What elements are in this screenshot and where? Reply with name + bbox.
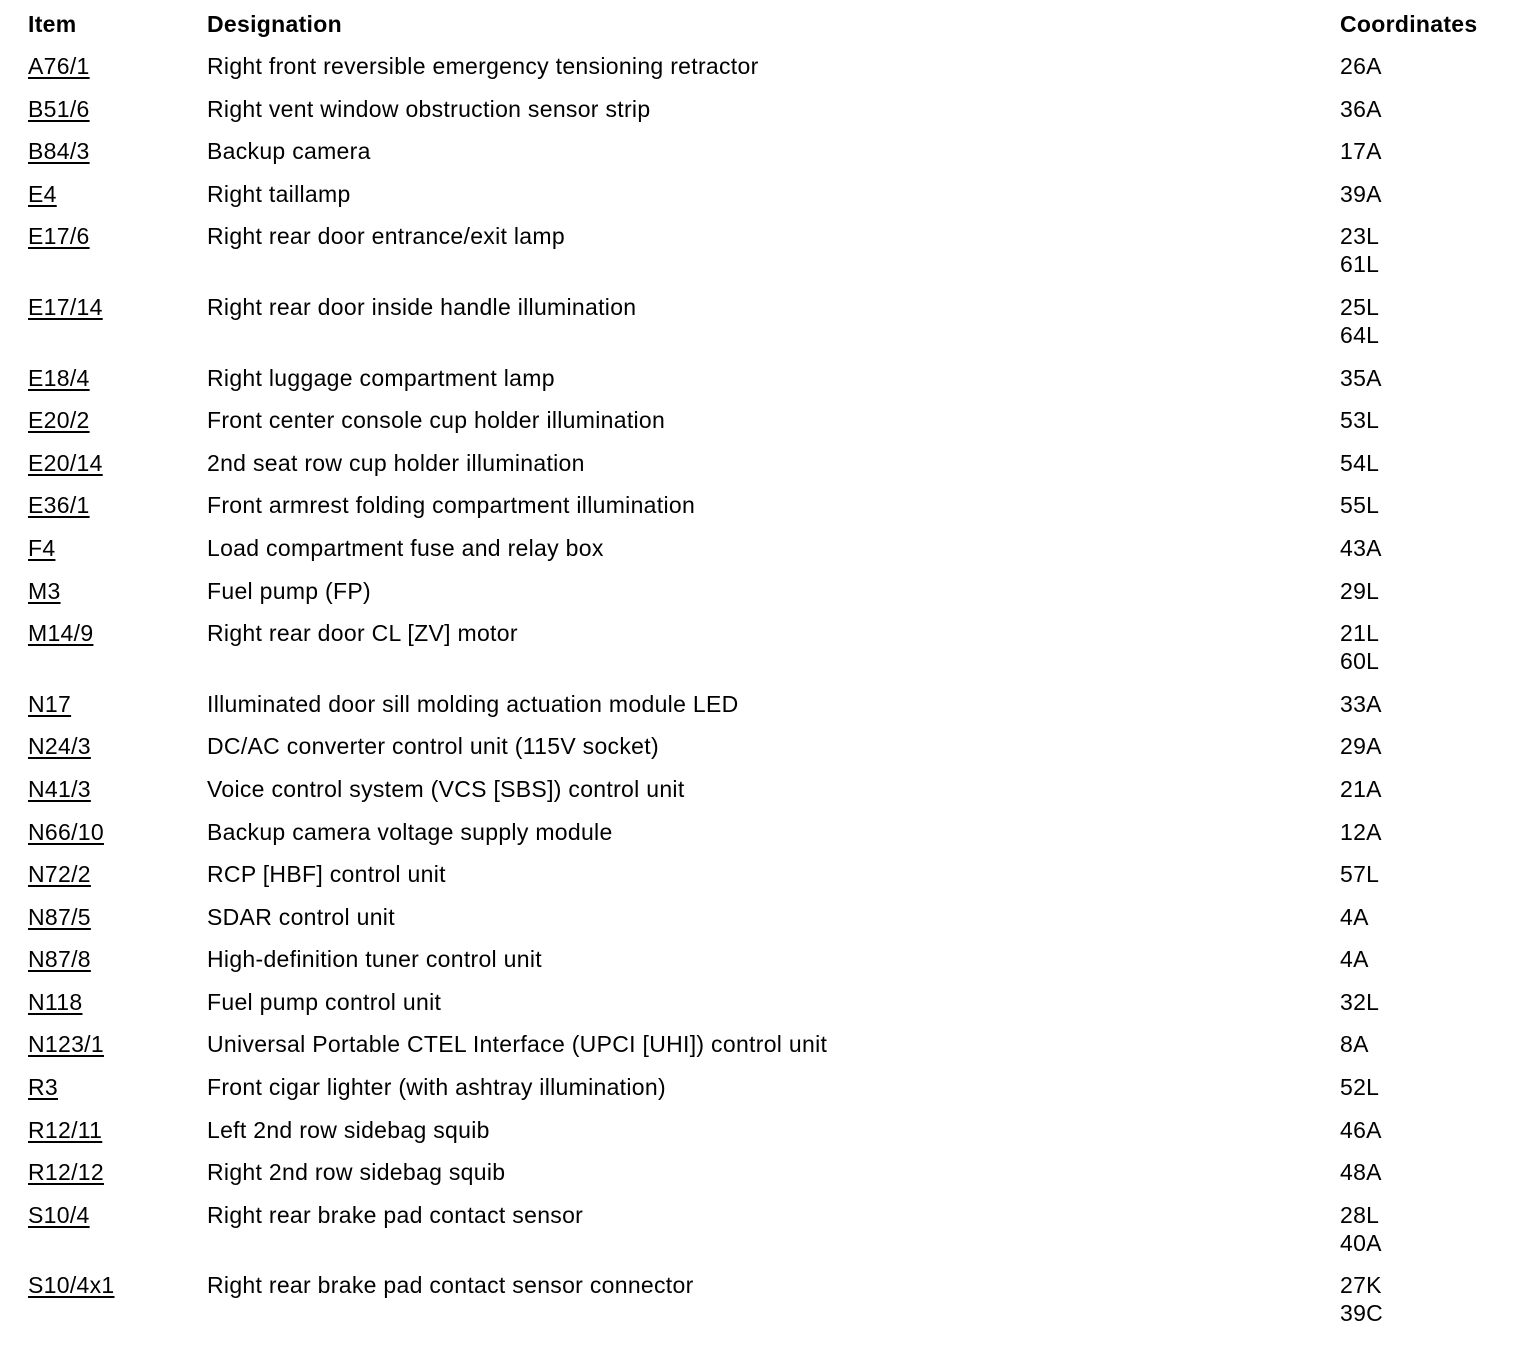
item-link[interactable]: E17/14 xyxy=(28,293,103,320)
coordinate-value: 36A xyxy=(1340,95,1382,122)
item-link[interactable]: M3 xyxy=(28,577,61,604)
item-link[interactable]: E4 xyxy=(28,180,57,207)
designation-text: RCP [HBF] control unit xyxy=(207,861,446,888)
coordinates-cell xyxy=(1340,1030,1369,1058)
designation-text: Backup camera voltage supply module xyxy=(207,818,613,845)
table-row xyxy=(0,137,1520,180)
header-item: Item xyxy=(28,11,77,37)
table-row xyxy=(0,690,1520,733)
item-link[interactable]: E20/2 xyxy=(28,407,90,434)
designation-text: SDAR control unit xyxy=(207,903,395,930)
designation-text: Universal Portable CTEL Interface (UPCI [UHI]) control unit xyxy=(207,1031,828,1058)
coordinates-cell xyxy=(1340,137,1382,165)
table-row xyxy=(0,1116,1520,1159)
coordinate-value: 39C xyxy=(1340,1300,1384,1327)
table-row xyxy=(0,1271,1520,1342)
coordinate-value: 32L xyxy=(1340,988,1380,1015)
item-link[interactable]: N118 xyxy=(28,988,83,1015)
designation-text: Right rear door inside handle illumination xyxy=(207,293,637,320)
table-row xyxy=(0,818,1520,861)
coordinates-cell xyxy=(1340,534,1382,562)
coordinates-cell xyxy=(1340,818,1382,846)
table-row xyxy=(0,945,1520,988)
coordinate-value: 23L xyxy=(1340,223,1380,250)
coordinates-cell xyxy=(1340,364,1382,392)
item-link[interactable]: E20/14 xyxy=(28,449,103,476)
coordinates-cell xyxy=(1340,449,1379,477)
coordinates-cell xyxy=(1340,222,1379,278)
designation-text: Right rear door CL [ZV] motor xyxy=(207,620,518,647)
table-header xyxy=(0,11,1520,43)
coordinates-cell xyxy=(1340,1271,1383,1327)
coordinate-value: 4A xyxy=(1340,903,1369,930)
designation-text: Right vent window obstruction sensor strip xyxy=(207,95,651,122)
table-row xyxy=(0,449,1520,492)
item-link[interactable]: R3 xyxy=(28,1074,59,1101)
table-row xyxy=(0,775,1520,818)
designation-text: DC/AC converter control unit (115V socket) xyxy=(207,733,659,760)
coordinates-cell xyxy=(1340,52,1382,80)
coordinate-value: 57L xyxy=(1340,861,1380,888)
item-link[interactable]: A76/1 xyxy=(28,53,90,79)
item-link[interactable]: N123/1 xyxy=(28,1031,104,1058)
coordinate-value: 25L xyxy=(1340,293,1380,320)
coordinate-value: 53L xyxy=(1340,407,1380,434)
item-link[interactable]: B51/6 xyxy=(28,95,90,122)
item-link[interactable]: E36/1 xyxy=(28,492,90,519)
designation-text: Load compartment fuse and relay box xyxy=(207,534,604,561)
coordinate-value: 55L xyxy=(1340,492,1380,519)
coordinate-value: 39A xyxy=(1340,180,1382,207)
header-designation: Designation xyxy=(207,11,342,37)
coordinates-cell xyxy=(1340,860,1379,888)
item-link[interactable]: N17 xyxy=(28,690,72,717)
table-row xyxy=(0,1030,1520,1073)
table-row xyxy=(0,1158,1520,1201)
table-row xyxy=(0,903,1520,946)
table-row xyxy=(0,1073,1520,1116)
coordinate-value: 17A xyxy=(1340,138,1382,165)
designation-text: High-definition tuner control unit xyxy=(207,946,542,973)
coordinate-value: 4A xyxy=(1340,946,1369,973)
item-link[interactable]: S10/4x1 xyxy=(28,1272,115,1299)
item-link[interactable]: B84/3 xyxy=(28,138,90,165)
header-coordinates: Coordinates xyxy=(1340,11,1478,37)
coordinate-value: 29L xyxy=(1340,577,1380,604)
table-row xyxy=(0,364,1520,407)
coordinates-cell xyxy=(1340,1201,1382,1257)
coordinates-cell xyxy=(1340,1158,1382,1186)
table-row xyxy=(0,52,1520,95)
table-row xyxy=(0,293,1520,364)
designation-text: 2nd seat row cup holder illumination xyxy=(207,449,585,476)
coordinates-cell xyxy=(1340,491,1379,519)
coordinate-value: 48A xyxy=(1340,1159,1382,1186)
designation-text: Fuel pump control unit xyxy=(207,988,442,1015)
coordinate-value: 21L xyxy=(1340,620,1380,647)
coordinates-cell xyxy=(1340,945,1369,973)
designation-text: Voice control system (VCS [SBS]) control unit xyxy=(207,775,685,802)
item-link[interactable]: M14/9 xyxy=(28,620,94,647)
table-row xyxy=(0,732,1520,775)
item-link[interactable]: R12/12 xyxy=(28,1159,104,1186)
coordinates-cell xyxy=(1340,775,1382,803)
coordinates-cell xyxy=(1340,1116,1382,1144)
designation-text: Right rear door entrance/exit lamp xyxy=(207,223,565,250)
item-link[interactable]: N87/5 xyxy=(28,903,91,930)
coordinate-value: 26A xyxy=(1340,53,1382,79)
item-link[interactable]: F4 xyxy=(28,534,56,561)
coordinates-cell xyxy=(1340,180,1382,208)
designation-text: Right taillamp xyxy=(207,180,351,207)
coordinates-cell xyxy=(1340,903,1369,931)
designation-text: Right rear brake pad contact sensor connector xyxy=(207,1272,694,1299)
item-link[interactable]: N41/3 xyxy=(28,775,91,802)
designation-text: Right 2nd row sidebag squib xyxy=(207,1159,506,1186)
item-link[interactable]: N87/8 xyxy=(28,946,91,973)
coordinate-value: 12A xyxy=(1340,818,1382,845)
item-link[interactable]: E18/4 xyxy=(28,364,90,391)
coordinate-value: 40A xyxy=(1340,1229,1382,1256)
coordinates-cell xyxy=(1340,690,1382,718)
item-link[interactable]: E17/6 xyxy=(28,223,90,250)
item-link[interactable]: N66/10 xyxy=(28,818,104,845)
table-body xyxy=(0,52,1520,1342)
coordinate-value: 27K xyxy=(1340,1272,1382,1299)
coordinate-value: 46A xyxy=(1340,1116,1382,1143)
table-row xyxy=(0,406,1520,449)
coordinates-cell xyxy=(1340,577,1379,605)
coordinate-value: 33A xyxy=(1340,690,1382,717)
coordinate-value: 8A xyxy=(1340,1031,1369,1058)
coordinates-cell xyxy=(1340,619,1379,675)
table-row xyxy=(0,95,1520,138)
table-row xyxy=(0,534,1520,577)
designation-text: Fuel pump (FP) xyxy=(207,577,371,604)
table-row xyxy=(0,180,1520,223)
table-row xyxy=(0,860,1520,903)
designation-text: Front center console cup holder illumination xyxy=(207,407,666,434)
coordinates-cell xyxy=(1340,988,1379,1016)
table-row xyxy=(0,1201,1520,1272)
designation-text: Left 2nd row sidebag squib xyxy=(207,1116,490,1143)
designation-text: Front armrest folding compartment illumination xyxy=(207,492,696,519)
item-link[interactable]: S10/4 xyxy=(28,1201,90,1228)
coordinates-cell xyxy=(1340,293,1379,349)
coordinate-value: 43A xyxy=(1340,534,1382,561)
coordinate-value: 35A xyxy=(1340,364,1382,391)
designation-text: Right rear brake pad contact sensor xyxy=(207,1201,584,1228)
item-link[interactable]: N72/2 xyxy=(28,861,91,888)
coordinates-cell xyxy=(1340,95,1382,123)
coordinate-value: 29A xyxy=(1340,733,1382,760)
table-row xyxy=(0,988,1520,1031)
coordinate-value: 21A xyxy=(1340,775,1382,802)
coordinates-cell xyxy=(1340,1073,1379,1101)
coordinate-value: 61L xyxy=(1340,251,1380,278)
coordinate-value: 60L xyxy=(1340,648,1380,675)
coordinate-value: 28L xyxy=(1340,1201,1380,1228)
coordinate-value: 52L xyxy=(1340,1074,1380,1101)
coordinate-value: 54L xyxy=(1340,449,1380,476)
table-row xyxy=(0,491,1520,534)
designation-text: Front cigar lighter (with ashtray illumination) xyxy=(207,1074,666,1101)
coordinates-cell xyxy=(1340,406,1379,434)
table-row xyxy=(0,619,1520,690)
designation-text: Backup camera xyxy=(207,138,371,165)
coordinate-value: 64L xyxy=(1340,321,1380,348)
coordinates-cell xyxy=(1340,732,1382,760)
table-row xyxy=(0,222,1520,293)
item-link[interactable]: N24/3 xyxy=(28,733,91,760)
table-row xyxy=(0,577,1520,620)
designation-text: Illuminated door sill molding actuation module LED xyxy=(207,690,739,717)
designation-text: Right front reversible emergency tensioning retractor xyxy=(207,53,759,79)
designation-text: Right luggage compartment lamp xyxy=(207,364,555,391)
item-link[interactable]: R12/11 xyxy=(28,1116,103,1143)
